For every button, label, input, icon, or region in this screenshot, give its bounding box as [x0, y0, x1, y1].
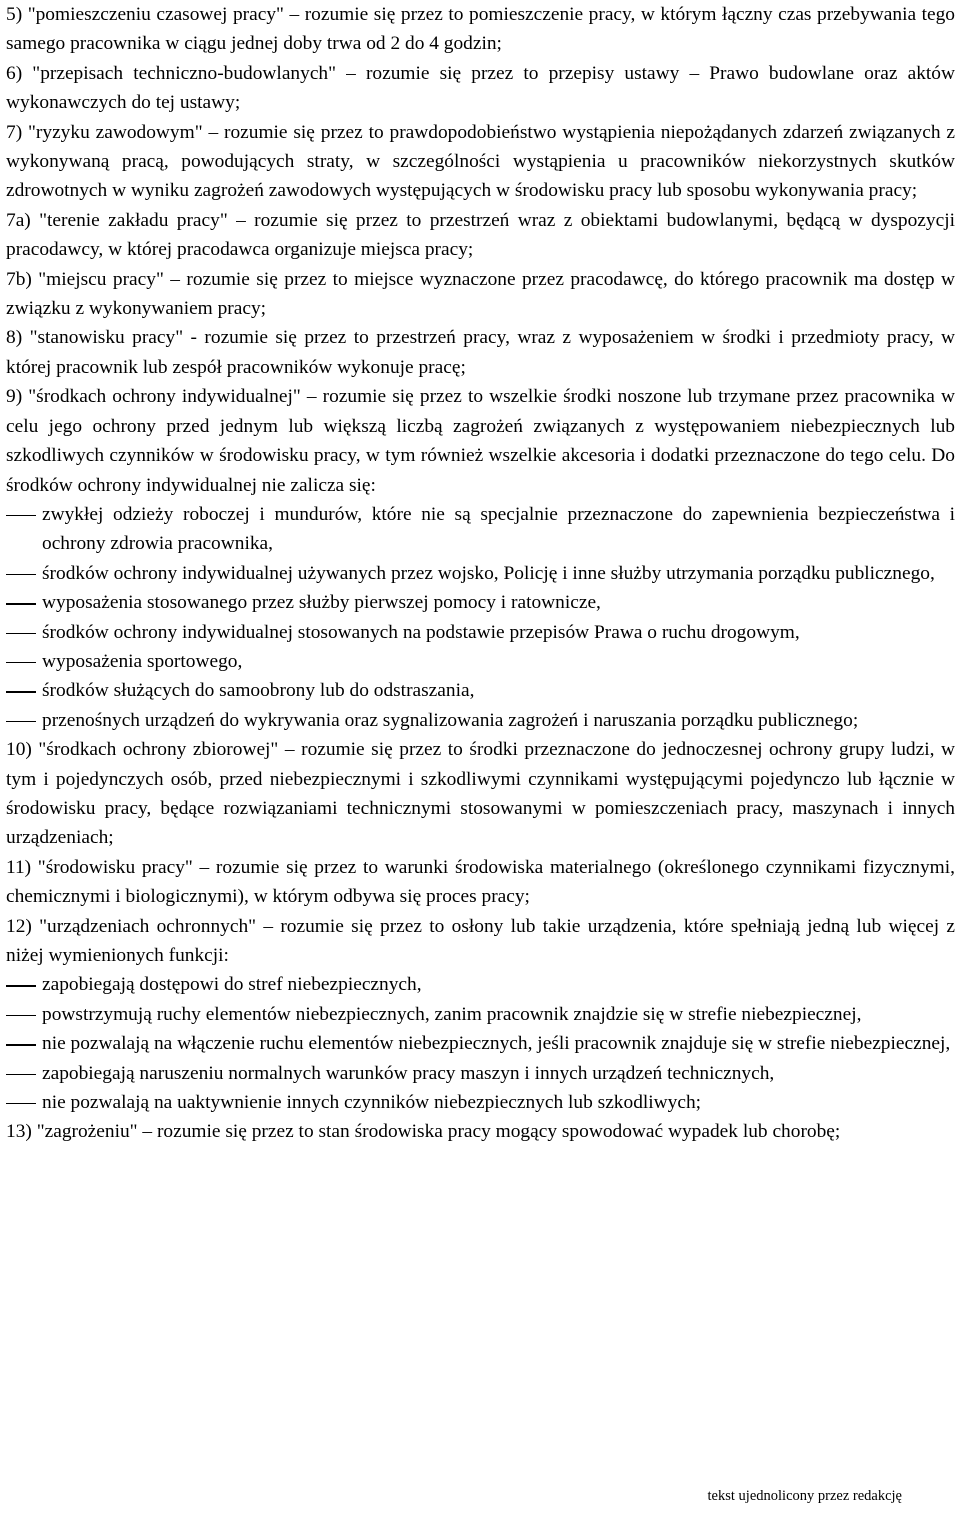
list-item: [6, 500, 955, 559]
list-item-text: zapobiegają naruszeniu normalnych warunków pracy maszyn i innych urządzeń technicznych,: [42, 1062, 775, 1084]
list-item: [6, 706, 955, 735]
footer-note: tekst ujednolicony przez redakcję: [707, 1488, 902, 1504]
definition-paragraph: 12) "urządzeniach ochronnych" – rozumie się przez to osłony lub takie urządzenia, które spełniają jedną lub więcej z niżej wymienionych funkcji:: [6, 915, 955, 966]
list-item-text: środków ochrony indywidualnej używanych przez wojsko, Policję i inne służby utrzymania porządku publicznego,: [42, 562, 935, 584]
definition-paragraph: 11) "środowisku pracy" – rozumie się przez to warunki środowiska materialnego (określonego czynnikami fizycznymi, chemicznymi i biologicznymi), w którym odbywa się proces pracy;: [6, 856, 955, 908]
list-item-text: przenośnych urządzeń do wykrywania oraz sygnalizowania zagrożeń i naruszania porządku publicznego;: [42, 709, 859, 731]
list-item: [6, 676, 955, 705]
list-item-text: nie pozwalają na uaktywnienie innych czynników niebezpiecznych lub szkodliwych;: [42, 1092, 702, 1114]
list-item-text: powstrzymują ruchy elementów niebezpiecznych, zanim pracownik znajdzie się w strefie niebezpiecznej,: [42, 1003, 862, 1025]
list-item: [6, 1000, 955, 1029]
list-item-text: środków ochrony indywidualnej stosowanych na podstawie przepisów Prawa o ruchu drogowym,: [42, 621, 800, 643]
definition-paragraph: 7b) "miejscu pracy" – rozumie się przez to miejsce wyznaczone przez pracodawcę, do którego pracownik ma dostęp w związku z wykonywaniem pracy;: [6, 268, 955, 320]
definition-paragraph: 10) "środkach ochrony zbiorowej" – rozumie się przez to środki przeznaczone do jednoczesnej ochrony grupy ludzi, w tym i pojedynczych osób, przed niebezpiecznymi i szkodliwymi czynnikami występującymi pojedynczo lub łącznie w środowisku pracy, będące rozwiązaniami technicznymi stosowanymi w pomieszczeniach pracy, maszynach i innych urządzeniach;: [6, 739, 955, 849]
definition-paragraph: 7a) "terenie zakładu pracy" – rozumie się przez to przestrzeń wraz z obiektami budowlanymi, będącą w dyspozycji pracodawcy, w której pracodawca organizuje miejsca pracy;: [6, 209, 955, 261]
list-item: [6, 618, 955, 647]
list-item-text: wyposażenia sportowego,: [42, 650, 243, 672]
list-item: [6, 588, 955, 617]
definition-paragraph: 7) "ryzyku zawodowym" – rozumie się przez to prawdopodobieństwo wystąpienia niepożądanych zdarzeń związanych z wykonywaną pracą, powodujących straty, w szczególności wystąpienia u pracowników niekorzystnych skutków zdrowotnych w wyniku zagrożeń zawodowych występujących w środowisku pracy lub sposobu wykonywania pracy;: [6, 121, 955, 202]
list-item: [6, 1088, 955, 1117]
list-item-text: środków służących do samoobrony lub do odstraszania,: [42, 680, 475, 702]
list-item: [6, 1059, 955, 1088]
definitions-list: [6, 0, 955, 1147]
list-item-text: wyposażenia stosowanego przez służby pierwszej pomocy i ratownicze,: [42, 592, 601, 614]
list-item-text: zapobiegają dostępowi do stref niebezpiecznych,: [42, 974, 422, 996]
definition-paragraph: 6) "przepisach techniczno-budowlanych" – rozumie się przez to przepisy ustawy – Prawo budowlane oraz aktów wykonawczych do tej ustawy;: [6, 62, 955, 114]
definition-paragraph: 8) "stanowisku pracy" - rozumie się przez to przestrzeń pracy, wraz z wyposażeniem w środki i przedmioty pracy, w której pracownik lub zespół pracowników wykonuje pracę;: [6, 327, 955, 378]
dash-list: [6, 970, 955, 1117]
list-item: [6, 647, 955, 676]
definition-paragraph: 9) "środkach ochrony indywidualnej" – rozumie się przez to wszelkie środki noszone lub trzymane przez pracownika w celu jego ochrony przed jednym lub większą liczbą zagrożeń związanych z występowaniem niebezpiecznych lub szkodliwych czynników w środowisku pracy, w tym również wszelkie akcesoria i dodatki przeznaczone do tego celu. Do środków ochrony indywidualnej nie zalicza się:: [6, 386, 955, 496]
definition-paragraph: 5) "pomieszczeniu czasowej pracy" – rozumie się przez to pomieszczenie pracy, w którym łączny czas przebywania tego samego pracownika w ciągu jednej doby trwa od 2 do 4 godzin;: [6, 4, 955, 55]
list-item: [6, 559, 955, 588]
definition-paragraph: 13) "zagrożeniu" – rozumie się przez to stan środowiska pracy mogący spowodować wypadek lub chorobę;: [6, 1121, 841, 1143]
list-item: [6, 1029, 955, 1058]
list-item: [6, 970, 955, 999]
list-item-text: zwykłej odzieży roboczej i mundurów, które nie są specjalnie przeznaczone do zapewnienia bezpieczeństwa i ochrony zdrowia pracownika,: [42, 503, 955, 555]
list-item-text: nie pozwalają na włączenie ruchu elementów niebezpiecznych, jeśli pracownik znajduje się w strefie niebezpiecznej,: [42, 1033, 951, 1055]
dash-list: [6, 500, 955, 735]
